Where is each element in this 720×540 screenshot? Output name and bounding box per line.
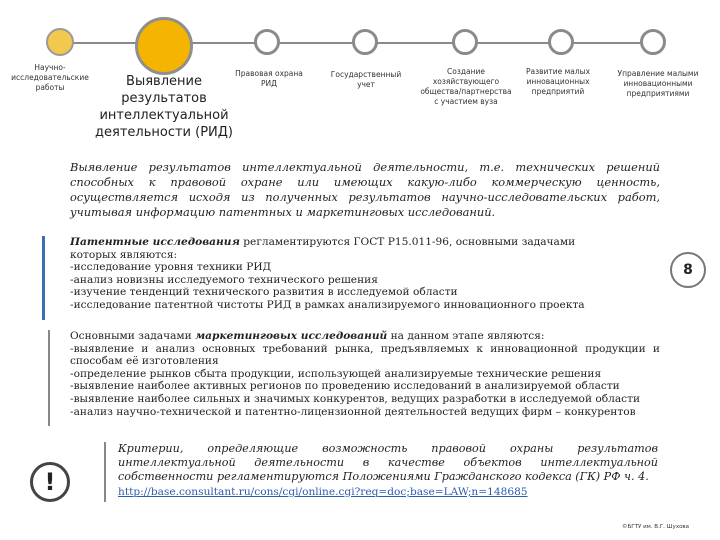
page-number-badge: 8 [670,252,706,288]
stage-5-circle [452,29,478,55]
stage-1-label: Научно-исследовательские работы [11,63,89,92]
marketing-item: -определение рынков сбыта продукции, использующей анализируемые технические решения [70,367,602,380]
stage-3-label: Правовая охрана РИД [235,69,303,88]
marketing-lead-pre: Основными задачами [70,330,196,342]
marketing-block [70,330,660,418]
stage-4-label: Государственный учет [330,70,402,89]
patent-block [70,236,590,312]
intro-paragraph: Выявление результатов интеллектуальной деятельности, т.е. технических решений способных к правовой охране или имеющих какую-либо коммерческую ценность, осуществляется исходя из полученных результатов научно-исследовательских работ, учитывая информацию патентных и маркетинговых исследований. [70,160,660,219]
patent-lead-text: регламентируются ГОСТ Р15.011-96, основными задачами которых являются: [70,236,576,261]
marketing-item: -выявление и анализ основных требований рынка, предъявляемых к инновационной продукции и способам её изготовления [70,342,660,368]
consultant-link[interactable]: http://base.consultant.ru/cons/cgi/online.cgi?req=doc;base=LAW;n=148685 [118,485,528,498]
stage-7-label: Управление малыми инновационными предприятиями [617,69,699,98]
stage-1-circle [46,28,74,56]
stage-6-label: Развитие малых инновационных предприятий [525,67,591,96]
marketing-item: -выявление наиболее активных регионов по проведению исследований в анализируемой области [70,380,620,393]
patent-title: Патентные исследования [70,236,240,248]
marketing-item: -выявление наиболее сильных и значимых конкурентов, ведущих разработки в исследуемой области [70,392,641,405]
stage-2-circle-active [135,17,193,75]
criteria-block [118,442,658,499]
marketing-item: -анализ научно-технической и патентно-лицензионной деятельностей ведущих фирм – конкурентов [70,405,636,418]
marketing-lead [70,330,660,343]
marketing-lead-post: на данном этапе являются: [387,330,545,342]
patent-item: -анализ новизны исследуемого технического решения [70,273,378,286]
patent-item: -изучение тенденций технического развития в исследуемой области [70,286,458,299]
stage-5-label: Создание хозяйствующего общества/партнерства с участием вуза [420,67,512,106]
patent-lead [70,236,590,261]
marketing-accent-bar [48,330,50,426]
stage-7-circle [640,29,666,55]
marketing-title: маркетинговых исследований [195,330,388,342]
patent-item: -исследование патентной чистоты РИД в рамках анализируемого инновационного проекта [70,298,585,311]
patent-item: -исследование уровня техники РИД [70,261,272,274]
criteria-accent-bar [104,442,106,502]
stage-4-circle [352,29,378,55]
patent-accent-bar [42,236,45,320]
stage-6-circle [548,29,574,55]
stage-3-circle [254,29,280,55]
criteria-text: Критерии, определяющие возможность правовой охраны результатов интеллектуальной деятельности в качестве объектов интеллектуальной собственности регламентируются Положениями Гражданского кодекса (ГК) РФ ч. 4. [118,442,658,484]
copyright: ©БГТУ им. В.Г. Шухова [622,524,690,530]
exclamation-icon: ! [30,462,70,502]
stage-2-label: Выявление результатов интеллектуальной деятельности (РИД) [95,74,233,140]
